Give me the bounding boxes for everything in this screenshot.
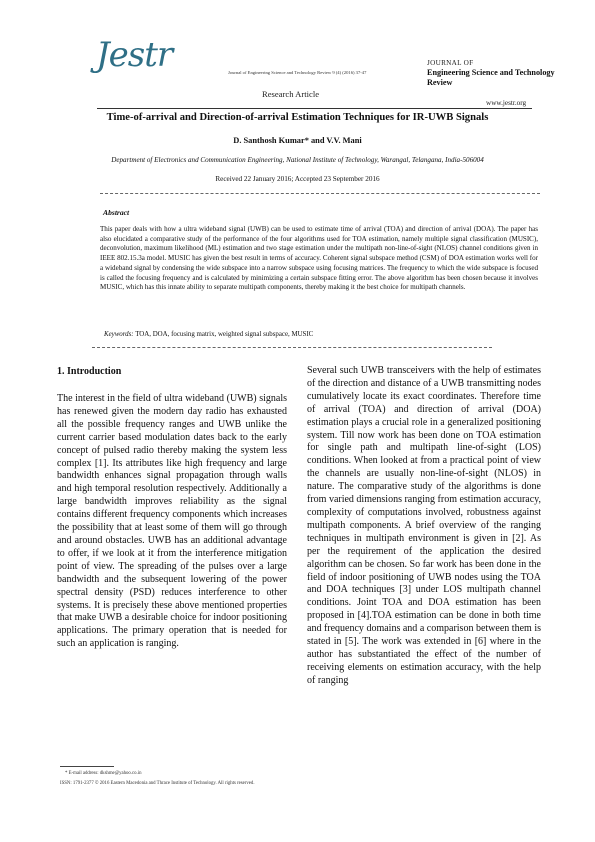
abstract-heading: Abstract — [103, 208, 130, 217]
article-type-label: Research Article — [262, 89, 320, 99]
keywords-list: TOA, DOA, focusing matrix, weighted signal subspace, MUSIC — [135, 331, 314, 338]
abstract-bottom-divider — [92, 347, 492, 348]
abstract-top-divider — [100, 193, 540, 194]
footnote-issn: ISSN: 1791-2377 © 2016 Eastern Macedonia and Thrace Institute of Technology. All rights reserved. — [60, 781, 255, 786]
article-title: Time-of-arrival and Direction-of-arrival Estimation Techniques for IR-UWB Signals — [106, 112, 489, 123]
abstract-body: This paper deals with how a ultra wideband signal (UWB) can be used to estimate time of arrival (TOA) and direction of arrival (DOA). The paper has also elucidated a comparative study of the performance of the four algorithms used for TOA estimation, namely multiple signal classification (MUSIC), deconvolution, maximum likelihood (ML) estimation and two stage estimation under the multipath non-line-of-sight (NLOS) channel conditions given in IEEE 802.15.3a model. MUSIC has given the best result in terms of accuracy. Coherent signal subspace method (CSM) of DOA estimation works well for a wideband signal by condensing the wide subspace into a narrow subspace using focusing matrices. The frequency to which the wide subspace is focused is called the focusing frequency and is calculated by minimizing a certain subspace fitting error. The above algorithm has been chosen because it involves MUSIC, which has this innate ability to separate multipath components, thereby making it the best choice for multipath channels. — [100, 225, 538, 292]
journal-citation: Journal of Engineering Science and Technology Review 9 (4) (2016) 37-47 — [228, 70, 367, 75]
keywords-line — [104, 331, 534, 338]
left-column — [57, 365, 287, 651]
introduction-paragraph-left: The interest in the field of ultra wideband (UWB) signals has renewed given the modern day radio has exhausted all the possible frequency ranges and UWB unlike the current carrier based modulation dates back to the early concept of pulsed radio thereby making the system less complex [1]. Its attributes like high frequency and large bandwidth enhances signal propagation through walls and high temporal resolution respectively. Additionally a large bandwidth improves reliability as the signal contains different frequency components which increases the possibility that at least some of them will go through and around obstacles. UWB has an additional advantage to offer, if we look at it from the interference mitigation point of view. The spreading of the pulses over a large bandwidth and the subsequent lowering of the power spectral density (PSD) reduces interference to other systems. It is precisely these above mentioned properties that make UWB a desirable choice for indoor positioning applications. The primary operation that is needed for such an application is ranging. — [57, 393, 287, 650]
footnote-divider — [60, 766, 114, 767]
journal-name: Engineering Science and Technology Review — [427, 68, 555, 87]
logo-text: Jestr — [96, 35, 173, 75]
footnote-email: * E-mail address: dkshme@yahoo.co.in — [65, 771, 142, 776]
right-column — [307, 365, 541, 688]
journal-of-label: JOURNAL OF — [427, 59, 474, 67]
journal-url-link[interactable]: www.jestr.org — [486, 99, 527, 107]
journal-logo — [96, 35, 186, 88]
article-dates: Received 22 January 2016; Accepted 23 September 2016 — [215, 175, 380, 183]
article-authors: D. Santhosh Kumar* and V.V. Mani — [233, 136, 362, 145]
journal-title-block — [427, 58, 557, 88]
keywords-label: Keywords: — [104, 331, 134, 338]
header-divider — [97, 108, 532, 109]
author-affiliation: Department of Electronics and Communication Engineering, National Institute of Technology, Warangal, Telangana, India-506004 — [111, 156, 484, 164]
section-heading-introduction: 1. Introduction — [57, 366, 122, 377]
introduction-paragraph-right: Several such UWB transceivers with the help of estimates of the direction and distance of a UWB transmitting nodes cumulatively locate its exact coordinates. Therefore time of arrival (TOA) and direction of arrival (DOA) estimation plays a crucial role in a generalized positioning system. Till now work has been done on TOA estimation for single path and multipath line-of-sight (LOS) conditions. When looked at from a practical point of view the channels are usually non-line-of-sight (NLOS) in nature. The comparative study of the algorithms is done from varied dimensions ranging from estimation accuracy, complexity of computations involved, robustness against multipath components. A brief overview of the ranging techniques in multipath environment is given in [2]. As per the requirement of the application the desired algorithm can be chosen. So far work has been done in the field of indoor positioning of UWB nodes using the TOA and DOA techniques [3] under LOS multipath channel conditions. Joint TOA and DOA estimation has been proposed in [4].TOA estimation can be done in both time and frequency domains and a comparison between them is stated in [5]. The work was extended in [6] where in the author has substantiated the effect of the number of receiving elements on estimation accuracy, with the help of ranging — [307, 365, 541, 686]
